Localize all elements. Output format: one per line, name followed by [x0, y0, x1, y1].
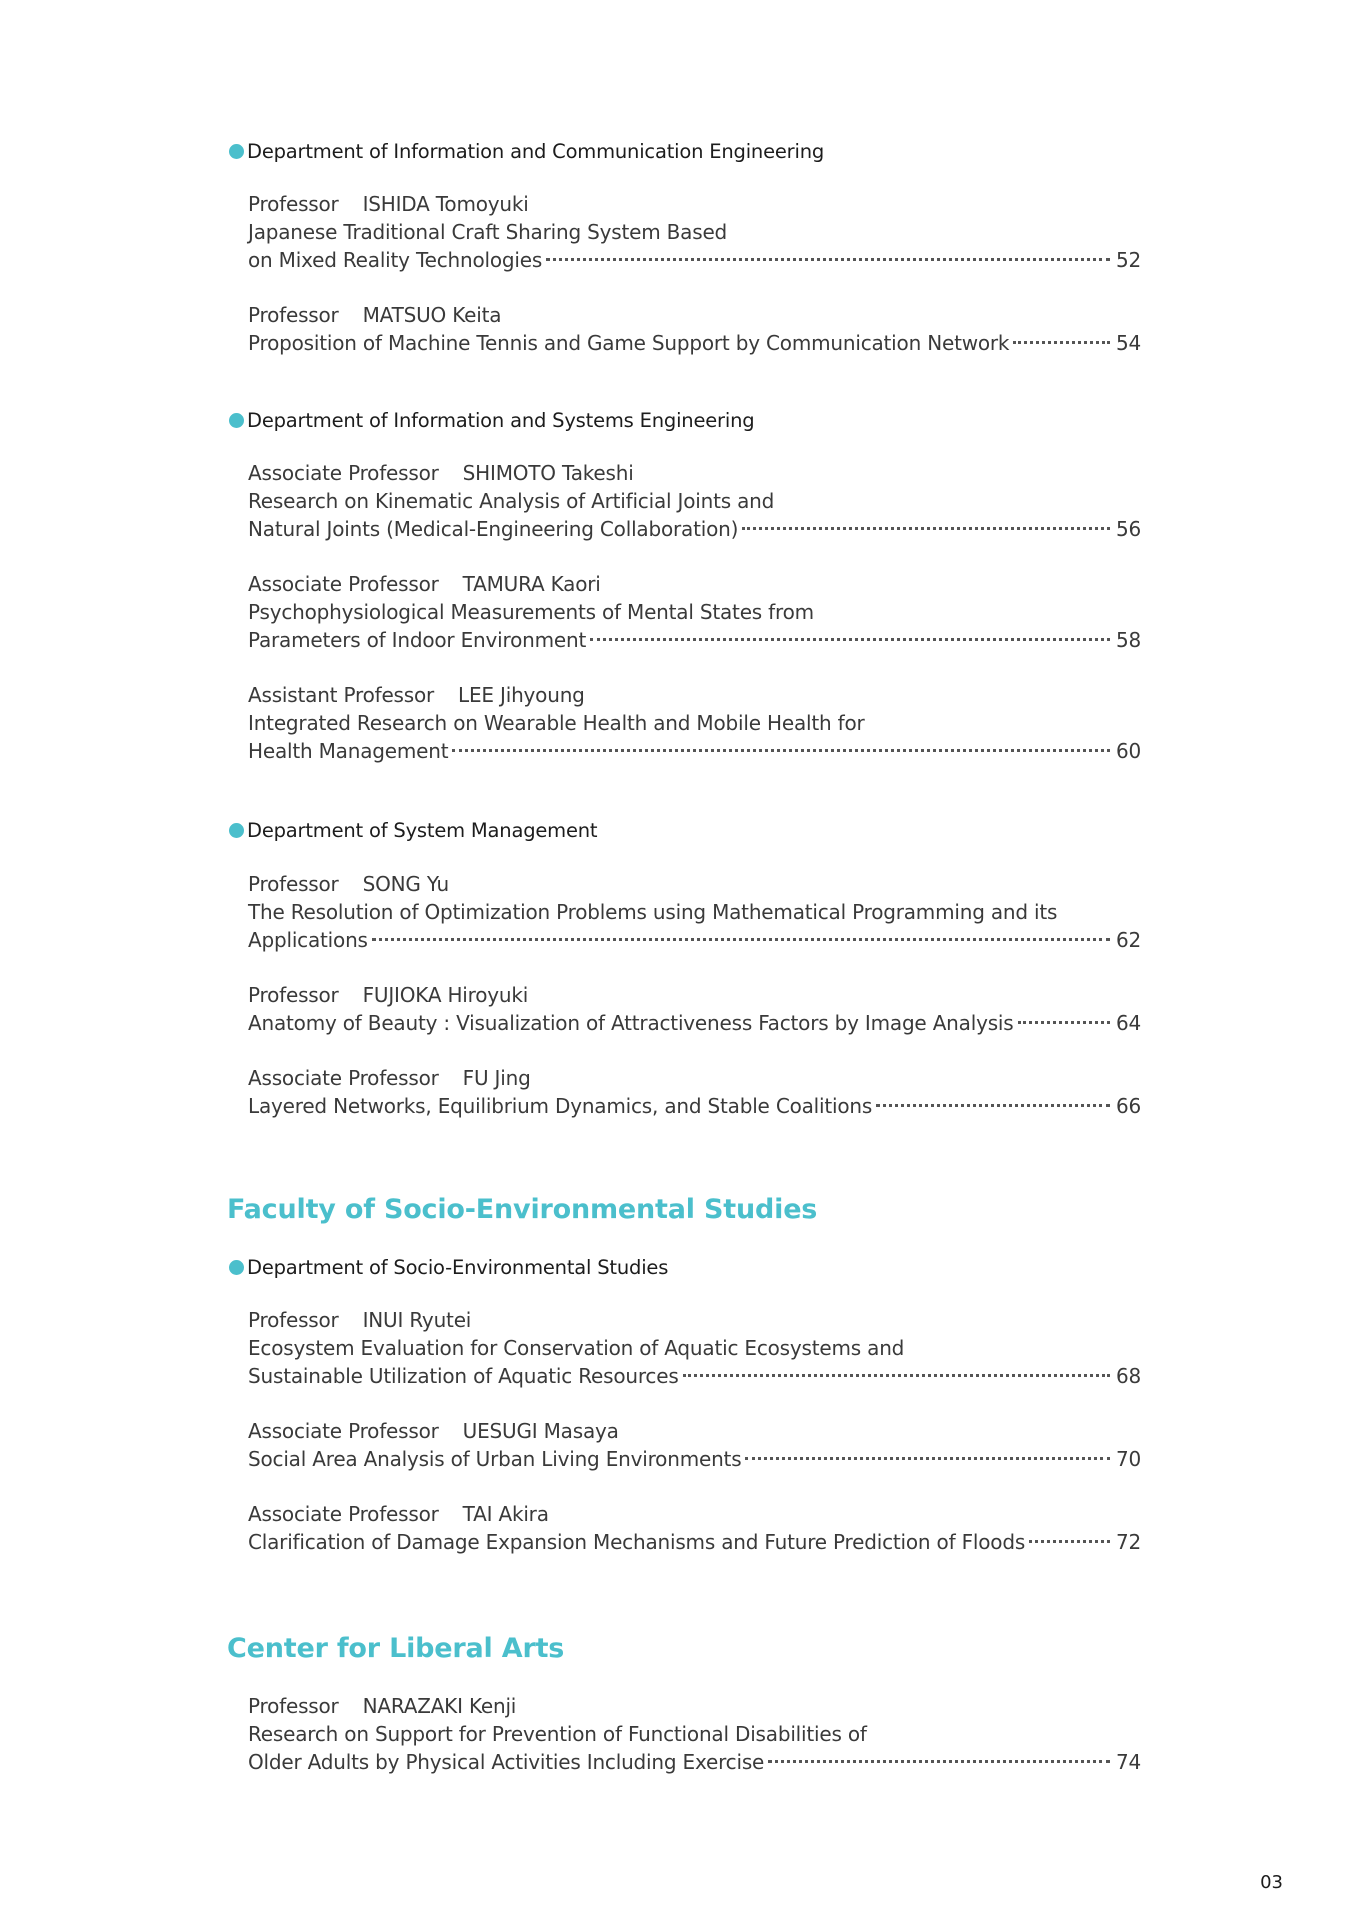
entry-title-last-line: [248, 626, 1141, 654]
department-title: Department of System Management: [247, 819, 598, 842]
dot-leader: [372, 938, 1110, 941]
dot-leader: [876, 1104, 1110, 1107]
toc-entry[interactable]: [248, 681, 1141, 765]
author-position: Associate Professor: [248, 461, 439, 485]
entry-title: Integrated Research on Wearable Health and Mobile Health for: [248, 711, 865, 735]
author-line: [248, 190, 1141, 218]
page-ref: 70: [1116, 1447, 1142, 1471]
entry-title: Parameters of Indoor Environment: [248, 628, 587, 652]
bullet-icon: [229, 823, 244, 838]
department-title: Department of Socio-Environmental Studies: [247, 1256, 669, 1279]
dot-leader: [452, 749, 1110, 752]
author-line: [248, 1692, 1141, 1720]
entry-title-last-line: [248, 1092, 1141, 1120]
entry-title: Applications: [248, 928, 368, 952]
page-ref: 56: [1116, 517, 1142, 541]
toc-entry[interactable]: [248, 1064, 1141, 1120]
author-name: FUJIOKA Hiroyuki: [362, 983, 529, 1007]
author-line: [248, 1417, 1141, 1445]
entry-title: Clarification of Damage Expansion Mechanisms and Future Prediction of Floods: [248, 1530, 1026, 1554]
entry-title: on Mixed Reality Technologies: [248, 248, 543, 272]
department-title: Department of Information and Communication Engineering: [247, 140, 825, 163]
page-ref: 68: [1116, 1364, 1142, 1388]
page-ref: 54: [1116, 331, 1142, 355]
author-position: Professor: [248, 1694, 339, 1718]
department-heading: [229, 818, 597, 844]
bullet-icon: [229, 144, 244, 159]
entry-title: Japanese Traditional Craft Sharing System Based: [248, 220, 728, 244]
author-position: Professor: [248, 872, 339, 896]
author-line: [248, 301, 1141, 329]
faculty-heading: Center for Liberal Arts: [227, 1633, 565, 1664]
department-heading: [229, 139, 824, 165]
entry-title-last-line: [248, 737, 1141, 765]
author-name: FU Jing: [462, 1066, 531, 1090]
page-ref: 62: [1116, 928, 1142, 952]
entry-title-last-line: [248, 926, 1141, 954]
faculty-heading: Faculty of Socio-Environmental Studies: [227, 1194, 818, 1225]
bullet-icon: [229, 413, 244, 428]
department-title: Department of Information and Systems Engineering: [247, 409, 755, 432]
page-ref: 58: [1116, 628, 1142, 652]
entry-title: Research on Support for Prevention of Functional Disabilities of: [248, 1722, 867, 1746]
page-ref: 72: [1116, 1530, 1142, 1554]
author-position: Associate Professor: [248, 572, 439, 596]
author-position: Professor: [248, 1308, 339, 1332]
entry-title: The Resolution of Optimization Problems using Mathematical Programming and its: [248, 900, 1058, 924]
entry-title-last-line: [248, 1445, 1141, 1473]
entry-title-last-line: [248, 246, 1141, 274]
entry-title: Older Adults by Physical Activities Including Exercise: [248, 1750, 765, 1774]
author-name: UESUGI Masaya: [462, 1419, 619, 1443]
page-ref: 66: [1116, 1094, 1142, 1118]
dot-leader: [768, 1760, 1110, 1763]
toc-entry[interactable]: [248, 1306, 1141, 1390]
author-line: [248, 1064, 1141, 1092]
dot-leader: [590, 638, 1110, 641]
author-position: Professor: [248, 303, 339, 327]
toc-entry[interactable]: [248, 870, 1141, 954]
dot-leader: [745, 1457, 1110, 1460]
entry-title: Layered Networks, Equilibrium Dynamics, and Stable Coalitions: [248, 1094, 873, 1118]
author-position: Associate Professor: [248, 1419, 439, 1443]
page-ref: 60: [1116, 739, 1142, 763]
author-name: SHIMOTO Takeshi: [462, 461, 634, 485]
author-line: [248, 1306, 1141, 1334]
author-name: TAMURA Kaori: [462, 572, 601, 596]
entry-title: Natural Joints (Medical-Engineering Collaboration): [248, 517, 739, 541]
toc-entry[interactable]: [248, 459, 1141, 543]
author-name: TAI Akira: [462, 1502, 549, 1526]
toc-entry[interactable]: [248, 981, 1141, 1037]
dot-leader: [1018, 1021, 1111, 1024]
dot-leader: [742, 527, 1110, 530]
dot-leader: [1029, 1540, 1110, 1543]
dot-leader: [546, 258, 1110, 261]
author-name: INUI Ryutei: [362, 1308, 472, 1332]
author-line: [248, 870, 1141, 898]
entry-title-last-line: [248, 1748, 1141, 1776]
entry-title-last-line: [248, 329, 1141, 357]
author-line: [248, 570, 1141, 598]
author-position: Assistant Professor: [248, 683, 435, 707]
department-heading: [229, 1255, 668, 1281]
toc-entry[interactable]: [248, 570, 1141, 654]
author-name: ISHIDA Tomoyuki: [362, 192, 529, 216]
entry-title: Ecosystem Evaluation for Conservation of Aquatic Ecosystems and: [248, 1336, 905, 1360]
toc-entry[interactable]: [248, 1500, 1141, 1556]
page-ref: 64: [1116, 1011, 1142, 1035]
author-name: MATSUO Keita: [362, 303, 502, 327]
author-line: [248, 681, 1141, 709]
entry-title: Anatomy of Beauty : Visualization of Attractiveness Factors by Image Analysis: [248, 1011, 1014, 1035]
entry-title: Proposition of Machine Tennis and Game Support by Communication Network: [248, 331, 1010, 355]
entry-title-last-line: [248, 1009, 1141, 1037]
author-name: NARAZAKI Kenji: [362, 1694, 517, 1718]
toc-entry[interactable]: [248, 301, 1141, 357]
entry-title: Sustainable Utilization of Aquatic Resources: [248, 1364, 679, 1388]
dot-leader: [683, 1374, 1110, 1377]
entry-title-last-line: [248, 515, 1141, 543]
bullet-icon: [229, 1260, 244, 1275]
entry-title: Health Management: [248, 739, 449, 763]
entry-title: Psychophysiological Measurements of Mental States from: [248, 600, 814, 624]
toc-entry[interactable]: [248, 190, 1141, 274]
entry-title: Research on Kinematic Analysis of Artificial Joints and: [248, 489, 775, 513]
author-position: Professor: [248, 192, 339, 216]
author-line: [248, 459, 1141, 487]
author-name: SONG Yu: [362, 872, 450, 896]
author-line: [248, 1500, 1141, 1528]
toc-entry[interactable]: [248, 1692, 1141, 1776]
entry-title: Social Area Analysis of Urban Living Environments: [248, 1447, 742, 1471]
page-number: 03: [1260, 1872, 1283, 1893]
author-name: LEE Jihyoung: [458, 683, 585, 707]
page-ref: 52: [1116, 248, 1142, 272]
author-position: Associate Professor: [248, 1066, 439, 1090]
dot-leader: [1013, 341, 1110, 344]
department-heading: [229, 408, 754, 434]
author-line: [248, 981, 1141, 1009]
entry-title-last-line: [248, 1362, 1141, 1390]
author-position: Associate Professor: [248, 1502, 439, 1526]
page-ref: 74: [1116, 1750, 1142, 1774]
author-position: Professor: [248, 983, 339, 1007]
toc-entry[interactable]: [248, 1417, 1141, 1473]
entry-title-last-line: [248, 1528, 1141, 1556]
